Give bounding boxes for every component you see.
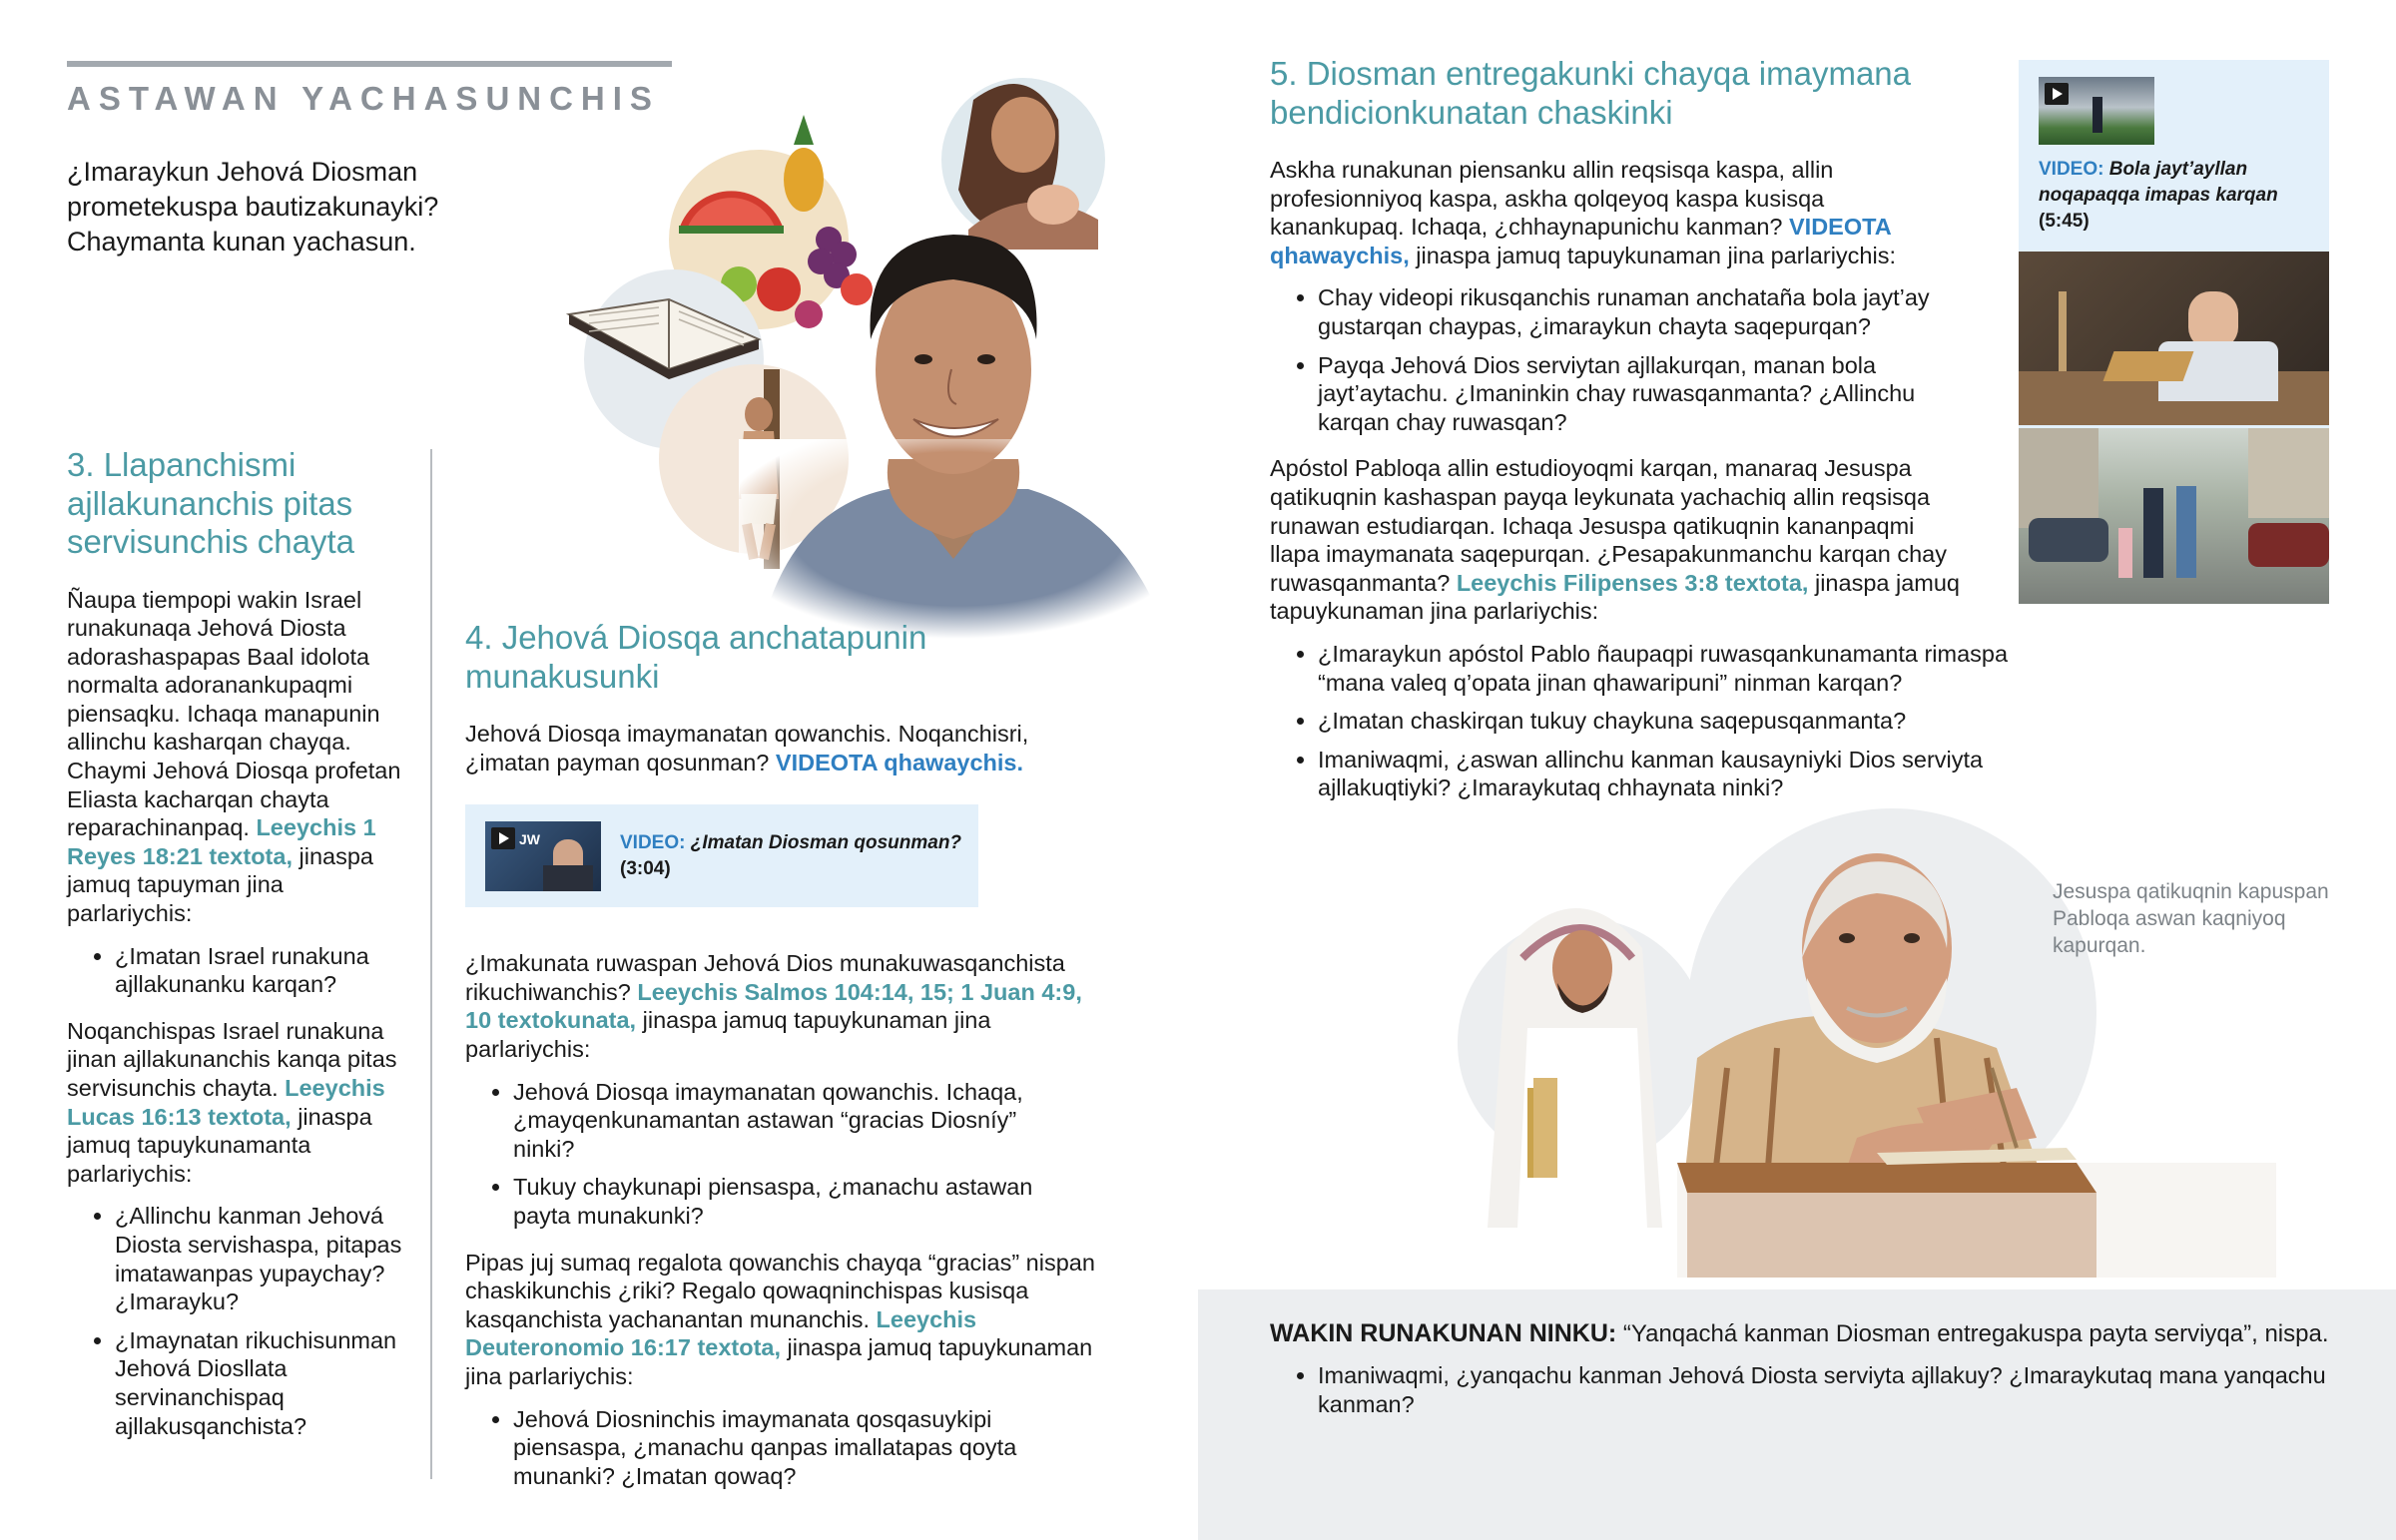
young-saul-image (1488, 908, 1662, 1228)
video-thumbnail[interactable] (2039, 77, 2154, 145)
list-item: Payqa Jehová Dios serviytan ajllakurqan, manan bola jayt’aytachu. ¿Imaninkin chay ruwasqanmanta? ¿Allinchu karqan chay ruwasqan? (1270, 351, 1949, 437)
list-item: Imaniwaqmi, ¿yanqachu kanman Jehová Diosta serviyta ajllakuy? ¿Imaraykutaq mana yanqachu kanman? (1270, 1361, 2368, 1418)
scripture-link-lucas[interactable]: Leeychis Lucas 16:13 textota, (67, 1075, 385, 1130)
page-kicker: ASTAWAN YACHASUNCHIS (67, 80, 660, 117)
section-4-paragraph-3: Pipas juj sumaq regalota qowanchis chayqa “gracias” nispan chaskikunchis ¿riki? Regalo qowaqninchispas kusisqa kasqanchista yachanantan munanchis. Leeychis Deuteronomio 16:17 textota, jinaspa jamuq tapuykunaman jina parlariychis: (465, 1249, 1095, 1389)
section-5-questions-1 (1270, 283, 1949, 436)
scripture-link-filipenses[interactable]: Leeychis Filipenses 3:8 textota, (1456, 569, 1809, 596)
list-item: ¿Imaraykun apóstol Pablo ñaupaqpi ruwasqankunamanta rimaspa “mana valeq q’opata jinan qhawaripuni” ninman karqan? (1270, 640, 2009, 697)
video-thumbnail[interactable] (485, 821, 601, 891)
column-divider (430, 449, 432, 1479)
section-3-paragraph-2: Noqanchispas Israel runakuna jinan ajllakunanchis kanqa pitas servisunchis chayta. Leeychis Lucas 16:13 textota, jinaspa jamuq tapuykunamanta parlariychis: (67, 1017, 397, 1187)
play-icon (2045, 83, 2069, 105)
list-item: Jehová Diosninchis imaymanata qosqasuykipi piensaspa, ¿manachu qanpas imallatapas qoyta munanki? ¿Imatan qowaq? (465, 1405, 1084, 1491)
others-say-panel (1198, 1289, 2396, 1540)
watch-video-link-2[interactable]: VIDEOTA qhawaychis, (1270, 214, 1891, 268)
list-item: Tukuy chaykunapi piensaspa, ¿manachu astawan payta munakunki? (465, 1173, 1044, 1230)
video-duration: (5:45) (2039, 211, 2090, 232)
section-4-title: 4. Jehová Diosqa anchatapunin munakusunki (465, 619, 927, 695)
video-card-bola[interactable] (2019, 60, 2329, 604)
collage-illustration (559, 40, 1178, 639)
video-label: VIDEO: ¿Imatan Diosman qosunman? (3:04) (620, 832, 962, 880)
scripture-link-1-reyes[interactable]: Leeychis 1 Reyes 18:21 textota, (67, 814, 376, 869)
section-4-paragraph-2: ¿Imakunata ruwaspan Jehová Dios munakuwasqanchista rikuchiwanchis? Leeychis Salmos 104:14, 15; 1 Juan 4:9, 10 textokunata, jinaspa jamuq tapuykunaman jina parlariychis: (465, 950, 1082, 1062)
section-3-paragraph-1: Ñaupa tiempopi wakin Israel runakunaqa Jehová Diosta adorashaspapas Baal idolota normalta adoranankupaqmi piensaqku. Ichaqa manapunin allinchu kasharqan chayqa. Chaymi Jehová Diosqa profetan Eliasta kacharqan chayta reparachinanpaq. Leeychis 1 Reyes 18:21 textota, jinaspa jamuq tapuyman jina parlariychis: (67, 586, 401, 927)
play-icon (491, 827, 515, 849)
others-say-label: WAKIN RUNAKUNAN NINKU: (1270, 1319, 1617, 1347)
section-3 (67, 446, 406, 1450)
scripture-link-deuteronomio[interactable]: Leeychis Deuteronomio 16:17 textota, (465, 1305, 977, 1361)
section-4-questions-2 (465, 1078, 1044, 1231)
man-laptop-photo (2019, 252, 2329, 425)
section-3-title: 3. Llapanchismi ajllakunanchis pitas servisunchis chayta (67, 446, 354, 560)
section-5-paragraph-2: Apóstol Pabloqa allin estudioyoqmi karqan, manaraq Jesuspa qatikuqnin kashaspan payqa leykunata yachachiq allin reqsisqa runawan estudiarqan. Ichaqa Jesuspa qatikuqnin kananpaqmi llapa imaymanata saqepurqan. ¿Pesapakunmanchu karqan chay ruwasqanmanta? Leeychis Filipenses 3:8 textota, jinaspa jamuq tapuykunaman jina parlariychis: (1270, 455, 1960, 625)
video-title: Bola jayt’ayllan noqapaqqa imapas karqan (2039, 159, 2278, 206)
scripture-link-salmos-juan[interactable]: Leeychis Salmos 104:14, 15; 1 Juan 4:9, 10 textokunata, (465, 978, 1082, 1034)
others-questions (1270, 1361, 2368, 1428)
video-duration: (3:04) (620, 858, 671, 880)
others-say-text (1270, 1319, 2388, 1349)
others-say-quote: “Yanqachá kanman Diosman entregakuspa payta serviyqa”, nispa. (1622, 1320, 2329, 1347)
intro-text: ¿Imaraykun Jehová Diosman prometekuspa bautizakunayki? Chaymanta kunan yachasun. (67, 157, 439, 257)
video-card-jehova[interactable] (465, 804, 978, 907)
section-5-questions-2 (1270, 640, 2009, 802)
list-item: Imaniwaqmi, ¿aswan allinchu kanman kausayniyki Dios serviyta ajllakuqtiyki? ¿Imaraykutaq chhaynata ninki? (1270, 746, 2009, 802)
paul-caption: Jesuspa qatikuqnin kapuspan Pabloqa aswan kaqniyoq kapurqan. (2053, 880, 2329, 957)
section-3-questions-1 (67, 942, 406, 999)
video-title: ¿Imatan Diosman qosunman? (690, 832, 962, 854)
list-item: Chay videopi rikusqanchis runaman anchataña bola jayt’ay gustarqan chaypas, ¿imaraykun chayta saqepurqan? (1270, 283, 1949, 340)
jw-logo: JW (519, 831, 540, 848)
section-3-questions-2 (67, 1202, 406, 1440)
list-item: ¿Imatan Israel runakuna ajllakunanku karqan? (67, 942, 406, 999)
section-4-paragraph-1: Jehová Diosqa imaymanatan qowanchis. Noqanchisri, ¿imatan payman qosunman? VIDEOTA qhawaychis. (465, 721, 1029, 775)
list-item: ¿Imatan chaskirqan tukuy chaykuna saqepusqanmanta? (1270, 707, 2009, 736)
video-label: VIDEO: Bola jayt’ayllan noqapaqqa imapas karqan (5:45) (2039, 159, 2278, 232)
street-photo (2019, 428, 2329, 604)
section-4-questions-3 (465, 1405, 1084, 1491)
section-5 (1270, 55, 2009, 812)
section-5-title: 5. Diosman entregakunki chayqa imaymana bendicionkunatan chaskinki (1270, 55, 1912, 131)
section-5-paragraph-1: Askha runakunan piensanku allin reqsisqa kaspa, allin profesionniyoq kaspa, askha qolqeyoq kaspa kusisqa kanankupaq. Ichaqa, ¿chhaynapunichu kanman? VIDEOTA qhawaychis, jinaspa jamuq tapuykunaman jina parlariychis: (1270, 157, 1896, 268)
list-item: ¿Allinchu kanman Jehová Diosta servishaspa, pitapas imatawanpas yupaychay? ¿Imarayku? (67, 1202, 406, 1315)
section-4 (465, 619, 1114, 1500)
list-item: Jehová Diosqa imaymanatan qowanchis. Ichaqa, ¿mayqenkunamantan astawan “gracias Diosníy” ninki? (465, 1078, 1044, 1164)
watch-video-link[interactable]: VIDEOTA qhawaychis. (775, 749, 1024, 775)
list-item: ¿Imaynatan rikuchisunman Jehová Diosllata servinanchispaq ajllakusqanchista? (67, 1326, 406, 1440)
